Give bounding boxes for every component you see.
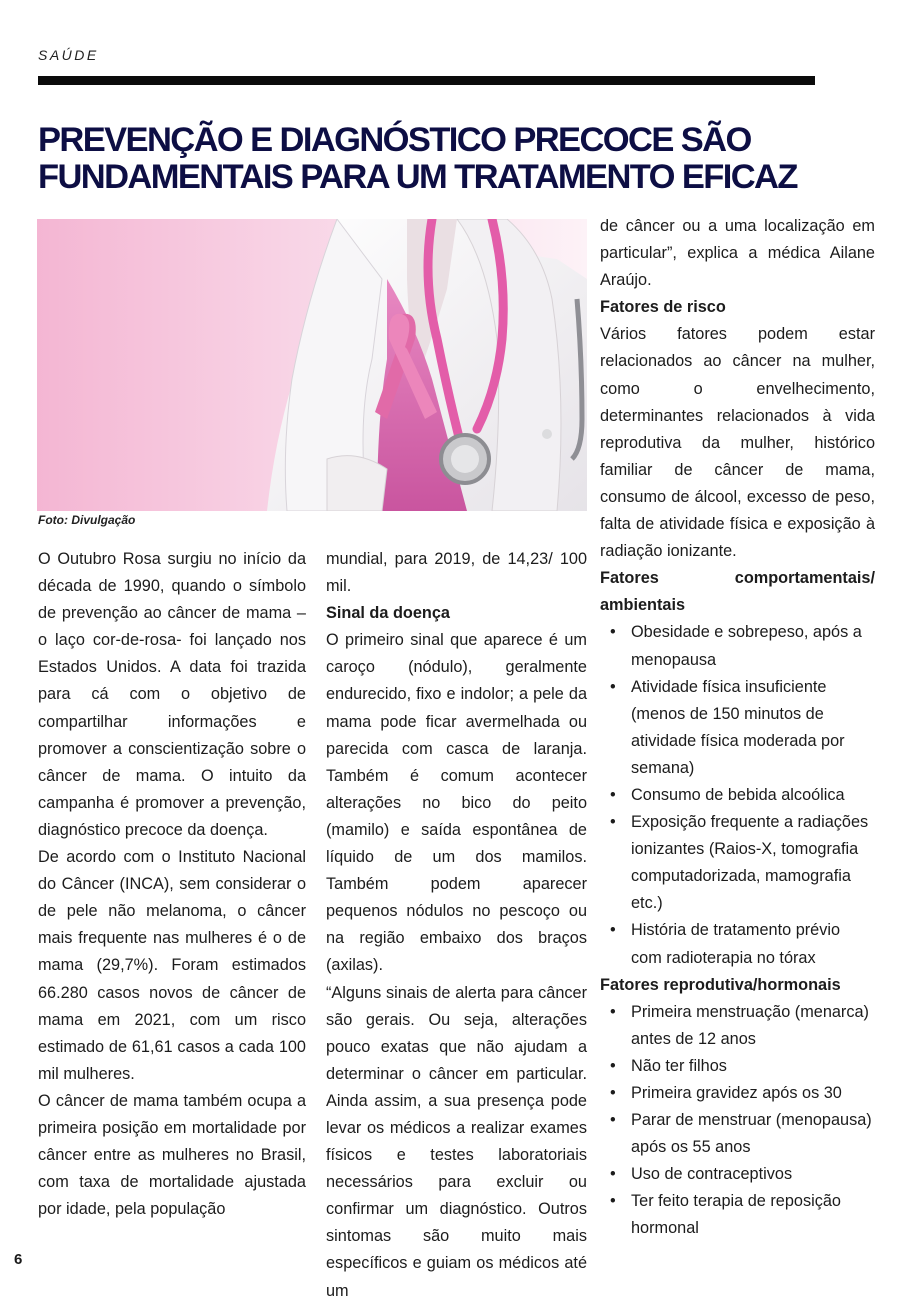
subheading-fatores-de-risco: Fatores de risco — [600, 298, 726, 317]
subheading-fatores-reprodutivos: Fatores reprodutiva/hormonais — [600, 975, 841, 994]
behavioral-factors-list — [600, 619, 875, 971]
list-item: • Primeira menstruação (menarca) antes de 12 anos — [600, 999, 875, 1053]
article-photo — [37, 219, 587, 511]
header-rule — [38, 76, 815, 85]
subheading-fatores-comportamentais: Fatores comportamentais/ ambientais — [600, 569, 875, 615]
list-item: • Primeira gravidez após os 30 — [600, 1080, 875, 1107]
list-item: • História de tratamento prévio com radioterapia no tórax — [600, 917, 875, 971]
reproductive-factors-list — [600, 999, 875, 1243]
paragraph-mortality: O câncer de mama também ocupa a primeira posição em mortalidade por câncer entre as mulheres no Brasil, com taxa de mortalidade ajustada por idade, pela população — [38, 1091, 306, 1219]
list-item: • Atividade física insuficiente (menos de 150 minutos de atividade física moderada por semana) — [600, 674, 875, 782]
photo-credit: Foto: Divulgação — [38, 513, 136, 527]
list-item: • Obesidade e sobrepeso, após a menopausa — [600, 619, 875, 673]
section-label: SAÚDE — [38, 47, 99, 63]
article-column-2 — [326, 546, 587, 1305]
list-item: • Uso de contraceptivos — [600, 1161, 875, 1188]
article-headline — [38, 122, 838, 196]
list-item: • Exposição frequente a radiações ionizantes (Raios-X, tomografia computadorizada, mamografia etc.) — [600, 809, 875, 917]
paragraph-inca-statistics: De acordo com o Instituto Nacional do Câncer (INCA), sem considerar o de pele não melanoma, o câncer mais frequente nas mulheres é o de mama (29,7%). Foram estimados 66.280 casos novos de câncer de mama em 2021, com um risco estimado de 61,61 casos a cada 100 mil mulheres. — [38, 848, 306, 1083]
article-column-3 — [600, 213, 875, 1243]
paragraph-risk-factors: Vários fatores podem estar relacionados ao câncer na mulher, como o envelhecimento, determinantes relacionados à vida reprodutiva da mulher, histórico familiar de câncer de mama, consumo de álcool, excesso de peso, falta de atividade física e exposição à radiação ionizante. — [600, 325, 875, 561]
subheading-sinal-da-doenca: Sinal da doença — [326, 604, 450, 623]
headline-line-1: PREVENÇÃO E DIAGNÓSTICO PRECOCE SÃO — [38, 121, 751, 159]
paragraph-first-signs: O primeiro sinal que aparece é um caroço (nódulo), geralmente endurecido, fixo e indolor; a pele da mama pode ficar avermelhada ou parecida com casca de laranja. Também é comum acontecer alterações no bico do peito (mamilo) e saída espontânea de líquido de um dos mamilos. Também podem aparecer pequenos nódulos no pescoço ou na região embaixo dos braços (axilas). — [326, 631, 587, 975]
doctor-pink-ribbon-illustration — [37, 219, 587, 511]
list-item: • Ter feito terapia de reposição hormonal — [600, 1188, 875, 1242]
paragraph-quote-continued: de câncer ou a uma localização em particular”, explica a médica Ailane Araújo. — [600, 217, 875, 290]
list-item: • Parar de menstruar (menopausa) após os 55 anos — [600, 1107, 875, 1161]
page-number: 6 — [14, 1251, 23, 1268]
paragraph-doctor-quote: “Alguns sinais de alerta para câncer são gerais. Ou seja, alterações pouco exatas que não ajudam a determinar o câncer em particular. Ainda assim, a sua presença pode levar os médicos a realizar exames físicos e testes laboratoriais necessários para excluir ou confirmar um diagnóstico. Outros sintomas são muito mais específicos e guiam os médicos até um — [326, 983, 587, 1300]
paragraph-outubro-rosa: O Outubro Rosa surgiu no início da década de 1990, quando o símbolo de prevenção ao câncer de mama – o laço cor-de-rosa- foi lançado nos Estados Unidos. A data foi trazida para cá com o objetivo de compartilhar informações e promover a conscientização sobre o câncer de mama. O intuito da campanha é promover a prevenção, diagnóstico precoce da doença. — [38, 550, 306, 839]
article-column-1 — [38, 546, 306, 1223]
paragraph-mortality-continued: mundial, para 2019, de 14,23/ 100 mil. — [326, 550, 587, 596]
headline-line-2: FUNDAMENTAIS PARA UM TRATAMENTO EFICAZ — [38, 158, 797, 196]
list-item: • Consumo de bebida alcoólica — [600, 782, 875, 809]
list-item: • Não ter filhos — [600, 1053, 875, 1080]
